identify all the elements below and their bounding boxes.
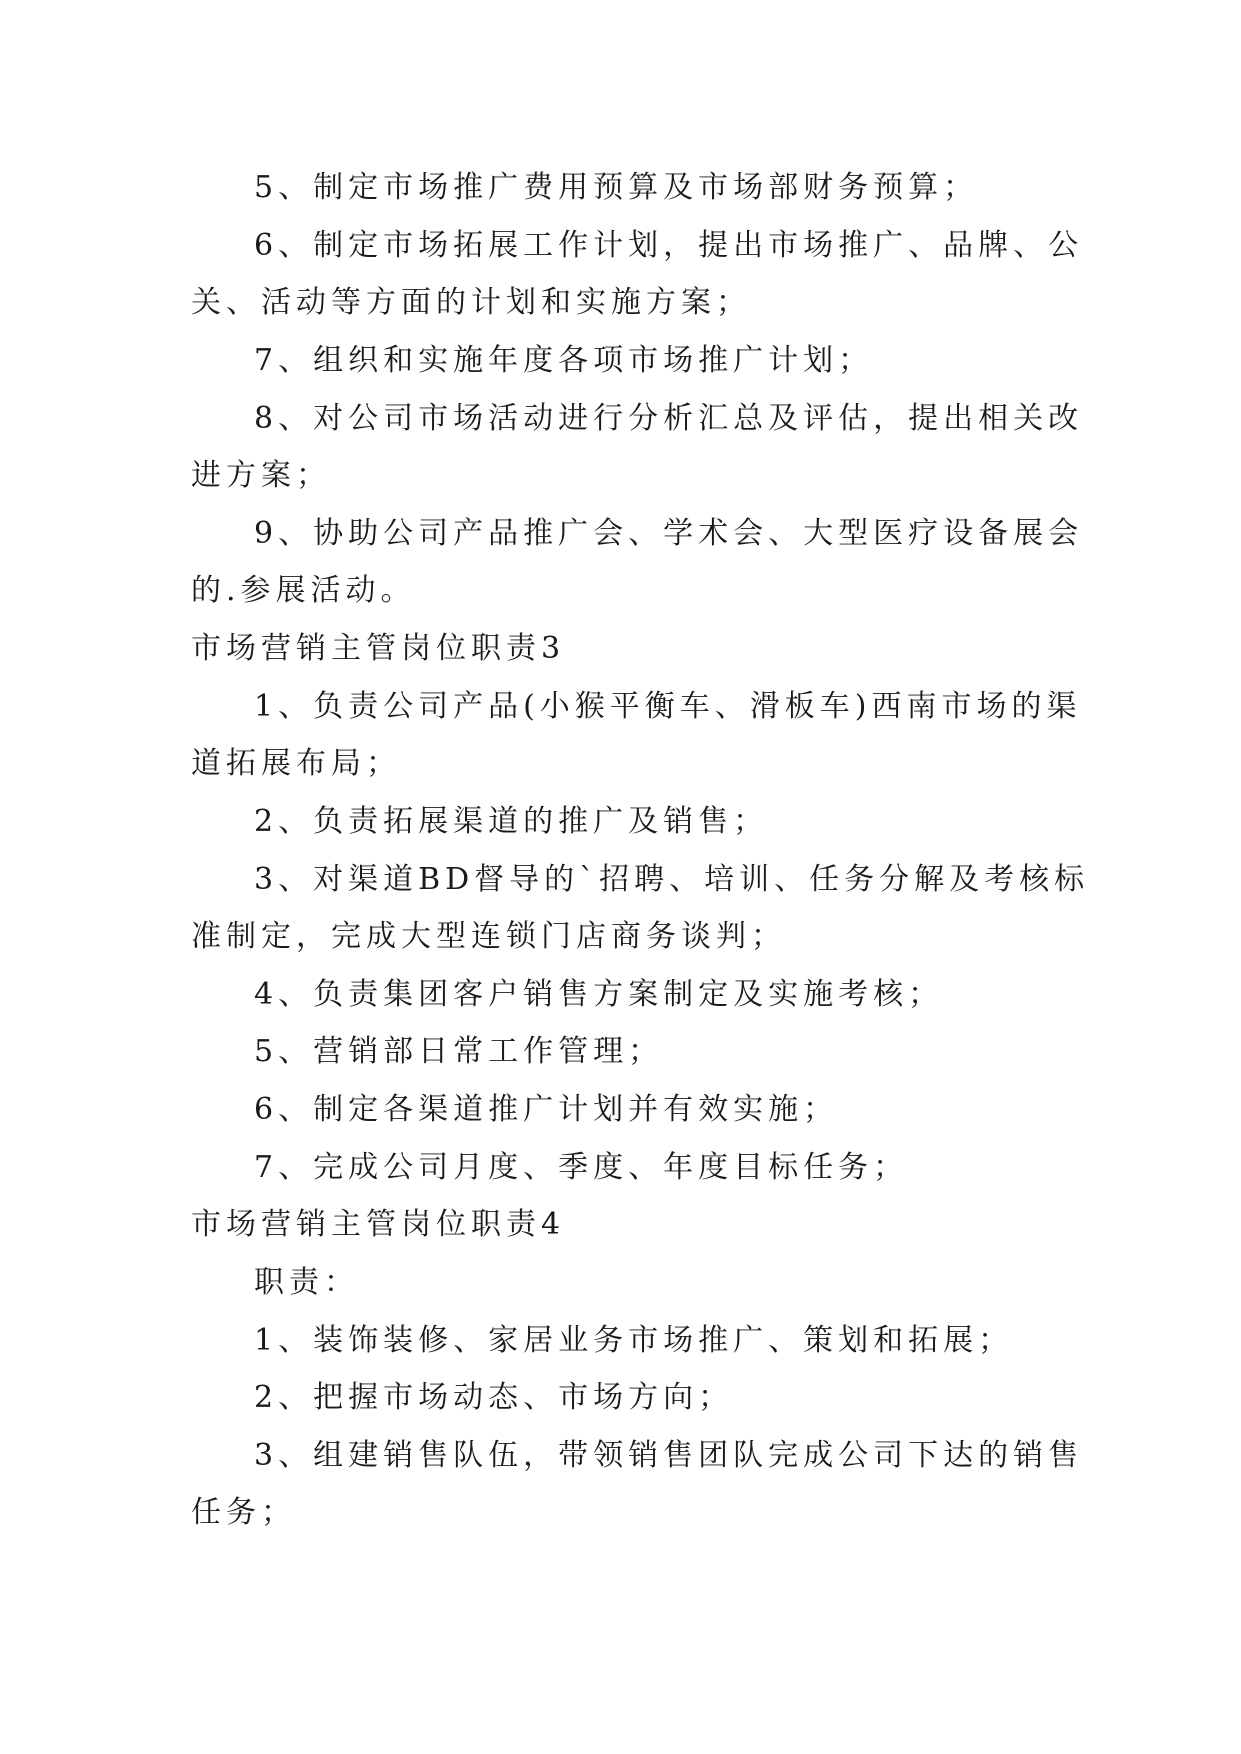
paragraph-line: 2、把握市场动态、市场方向； (254, 1380, 734, 1415)
paragraph-line: 任务； (191, 1495, 296, 1530)
paragraph-line: 5、制定市场推广费用预算及市场部财务预算； (254, 170, 979, 205)
paragraph-line: 7、完成公司月度、季度、年度目标任务； (254, 1150, 909, 1185)
paragraph-line: 道拓展布局； (191, 746, 401, 781)
paragraph-line: 1、装饰装修、家居业务市场推广、策划和拓展； (254, 1323, 1014, 1358)
paragraph-line: 2、负责拓展渠道的推广及销售； (254, 804, 769, 839)
paragraph-line: 关、活动等方面的计划和实施方案； (191, 285, 751, 320)
paragraph-line: 1、负责公司产品(小猴平衡车、滑板车)西南市场的渠 (254, 689, 1082, 724)
paragraph-line: 4、负责集团客户销售方案制定及实施考核； (254, 977, 944, 1012)
section-heading: 市场营销主管岗位职责3 (191, 631, 566, 666)
paragraph-line: 5、营销部日常工作管理； (254, 1034, 664, 1069)
paragraph-line: 9、协助公司产品推广会、学术会、大型医疗设备展会 (254, 516, 1084, 551)
paragraph-line: 进方案； (191, 458, 331, 493)
paragraph-line: 8、对公司市场活动进行分析汇总及评估，提出相关改 (254, 401, 1084, 436)
paragraph-line: 6、制定各渠道推广计划并有效实施； (254, 1092, 839, 1127)
paragraph-line: 6、制定市场拓展工作计划，提出市场推广、品牌、公 (254, 228, 1084, 263)
paragraph-line: 职责： (254, 1265, 359, 1300)
paragraph-line: 准制定，完成大型连锁门店商务谈判； (191, 919, 786, 954)
section-heading: 市场营销主管岗位职责4 (191, 1207, 566, 1242)
paragraph-line: 3、组建销售队伍，带领销售团队完成公司下达的销售 (254, 1438, 1084, 1473)
paragraph-line: 7、组织和实施年度各项市场推广计划； (254, 343, 874, 378)
paragraph-line: 3、对渠道BD督导的`招聘、培训、任务分解及考核标 (254, 862, 1090, 897)
paragraph-line: 的.参展活动。 (191, 573, 416, 608)
